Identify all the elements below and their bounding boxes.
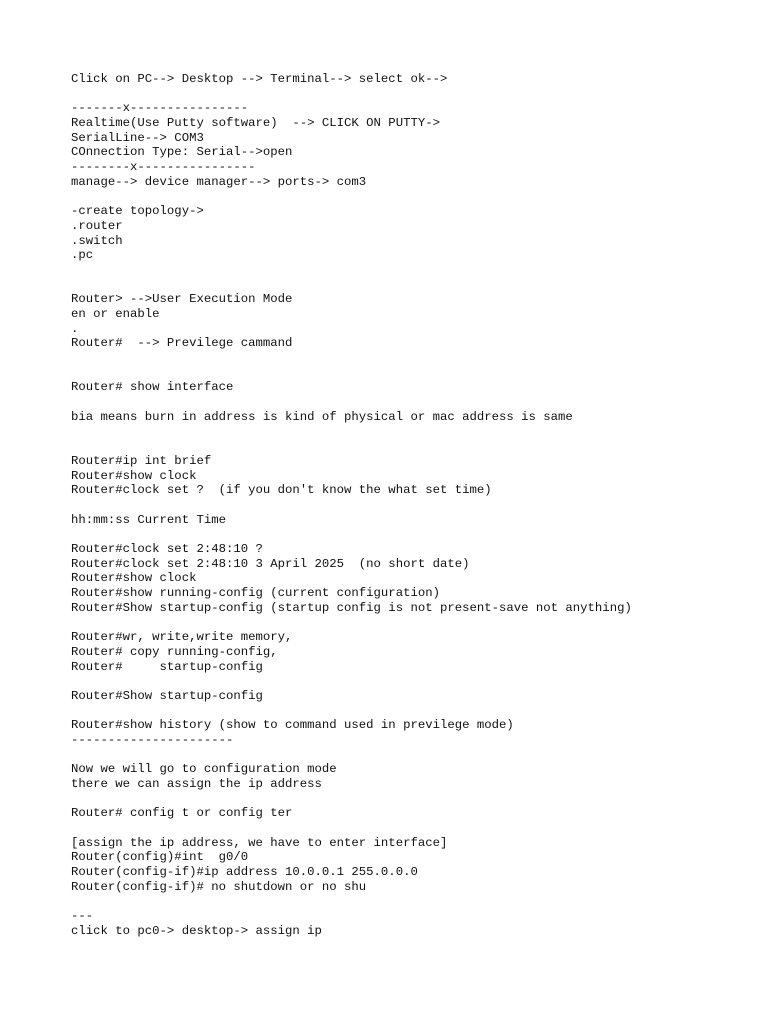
text-line: Router#show history (show to command used in previlege mode) (71, 718, 514, 733)
text-line: .switch (71, 233, 123, 248)
text-line (71, 821, 751, 836)
text-line: Router# --> Previlege cammand (71, 336, 293, 351)
text-line: --------x---------------- (71, 160, 256, 175)
text-line (71, 748, 751, 763)
text-line: bia means burn in address is kind of physical or mac address is same (71, 409, 573, 424)
text-line: Router#show running-config (current configuration) (71, 586, 440, 601)
text-line (71, 792, 751, 807)
text-line: -------x---------------- (71, 101, 249, 116)
text-line: ---------------------- (71, 732, 234, 747)
text-line: COnnection Type: Serial-->open (71, 145, 293, 160)
text-line: SerialLine--> COM3 (71, 130, 204, 145)
text-line (71, 395, 751, 410)
text-line: .pc (71, 248, 94, 263)
text-line (71, 439, 751, 454)
text-line (71, 498, 751, 513)
text-line (71, 674, 751, 689)
text-line (71, 190, 751, 205)
text-line: Router#wr, write,write memory, (71, 630, 293, 645)
text-line: Router#clock set 2:48:10 ? (71, 542, 263, 556)
text-line: Router> -->User Execution Mode (71, 292, 293, 307)
text-line: Router#show clock (71, 468, 197, 483)
text-line: Router# show interface (71, 380, 234, 395)
text-line: Router#Show startup-config (startup config is not present-save not anything) (71, 600, 632, 615)
text-line (71, 366, 751, 381)
text-line: Click on PC--> Desktop --> Terminal--> select ok--> (71, 72, 448, 86)
text-line: Router(config-if)#ip address 10.0.0.1 255.0.0.0 (71, 865, 418, 880)
text-line (71, 527, 751, 542)
text-line: [assign the ip address, we have to enter interface] (71, 835, 448, 850)
text-line: manage--> device manager--> ports-> com3 (71, 174, 367, 189)
text-line: Router#show clock (71, 571, 197, 586)
text-line (71, 351, 751, 366)
document-page (71, 72, 751, 939)
text-line: Now we will go to configuration mode (71, 762, 337, 777)
text-line: Router# config t or config ter (71, 806, 293, 821)
text-line: Router#ip int brief (71, 453, 212, 468)
text-line (71, 278, 751, 293)
text-line: . (71, 321, 79, 336)
text-line (71, 615, 751, 630)
text-line: --- (71, 909, 94, 924)
text-line (71, 895, 751, 910)
text-line: there we can assign the ip address (71, 777, 322, 791)
text-line (71, 87, 751, 102)
text-line: -create topology-> (71, 204, 204, 219)
text-line: Router#Show startup-config (71, 688, 263, 703)
text-line: click to pc0-> desktop-> assign ip (71, 923, 322, 938)
text-line: .router (71, 218, 123, 233)
text-line: hh:mm:ss Current Time (71, 512, 226, 527)
text-line: Router# startup-config (71, 659, 263, 674)
text-line: Router#clock set 2:48:10 3 April 2025 (no short date) (71, 556, 470, 571)
text-line: Router# copy running-config, (71, 644, 278, 659)
text-line: Realtime(Use Putty software) --> CLICK ON PUTTY-> (71, 116, 440, 131)
text-line (71, 704, 751, 719)
text-line (71, 425, 751, 440)
text-line (71, 263, 751, 278)
text-line: Router#clock set ? (if you don't know the what set time) (71, 483, 492, 498)
text-line: Router(config-if)# no shutdown or no shu (71, 879, 367, 894)
text-line: en or enable (71, 307, 160, 321)
text-line: Router(config)#int g0/0 (71, 850, 249, 865)
